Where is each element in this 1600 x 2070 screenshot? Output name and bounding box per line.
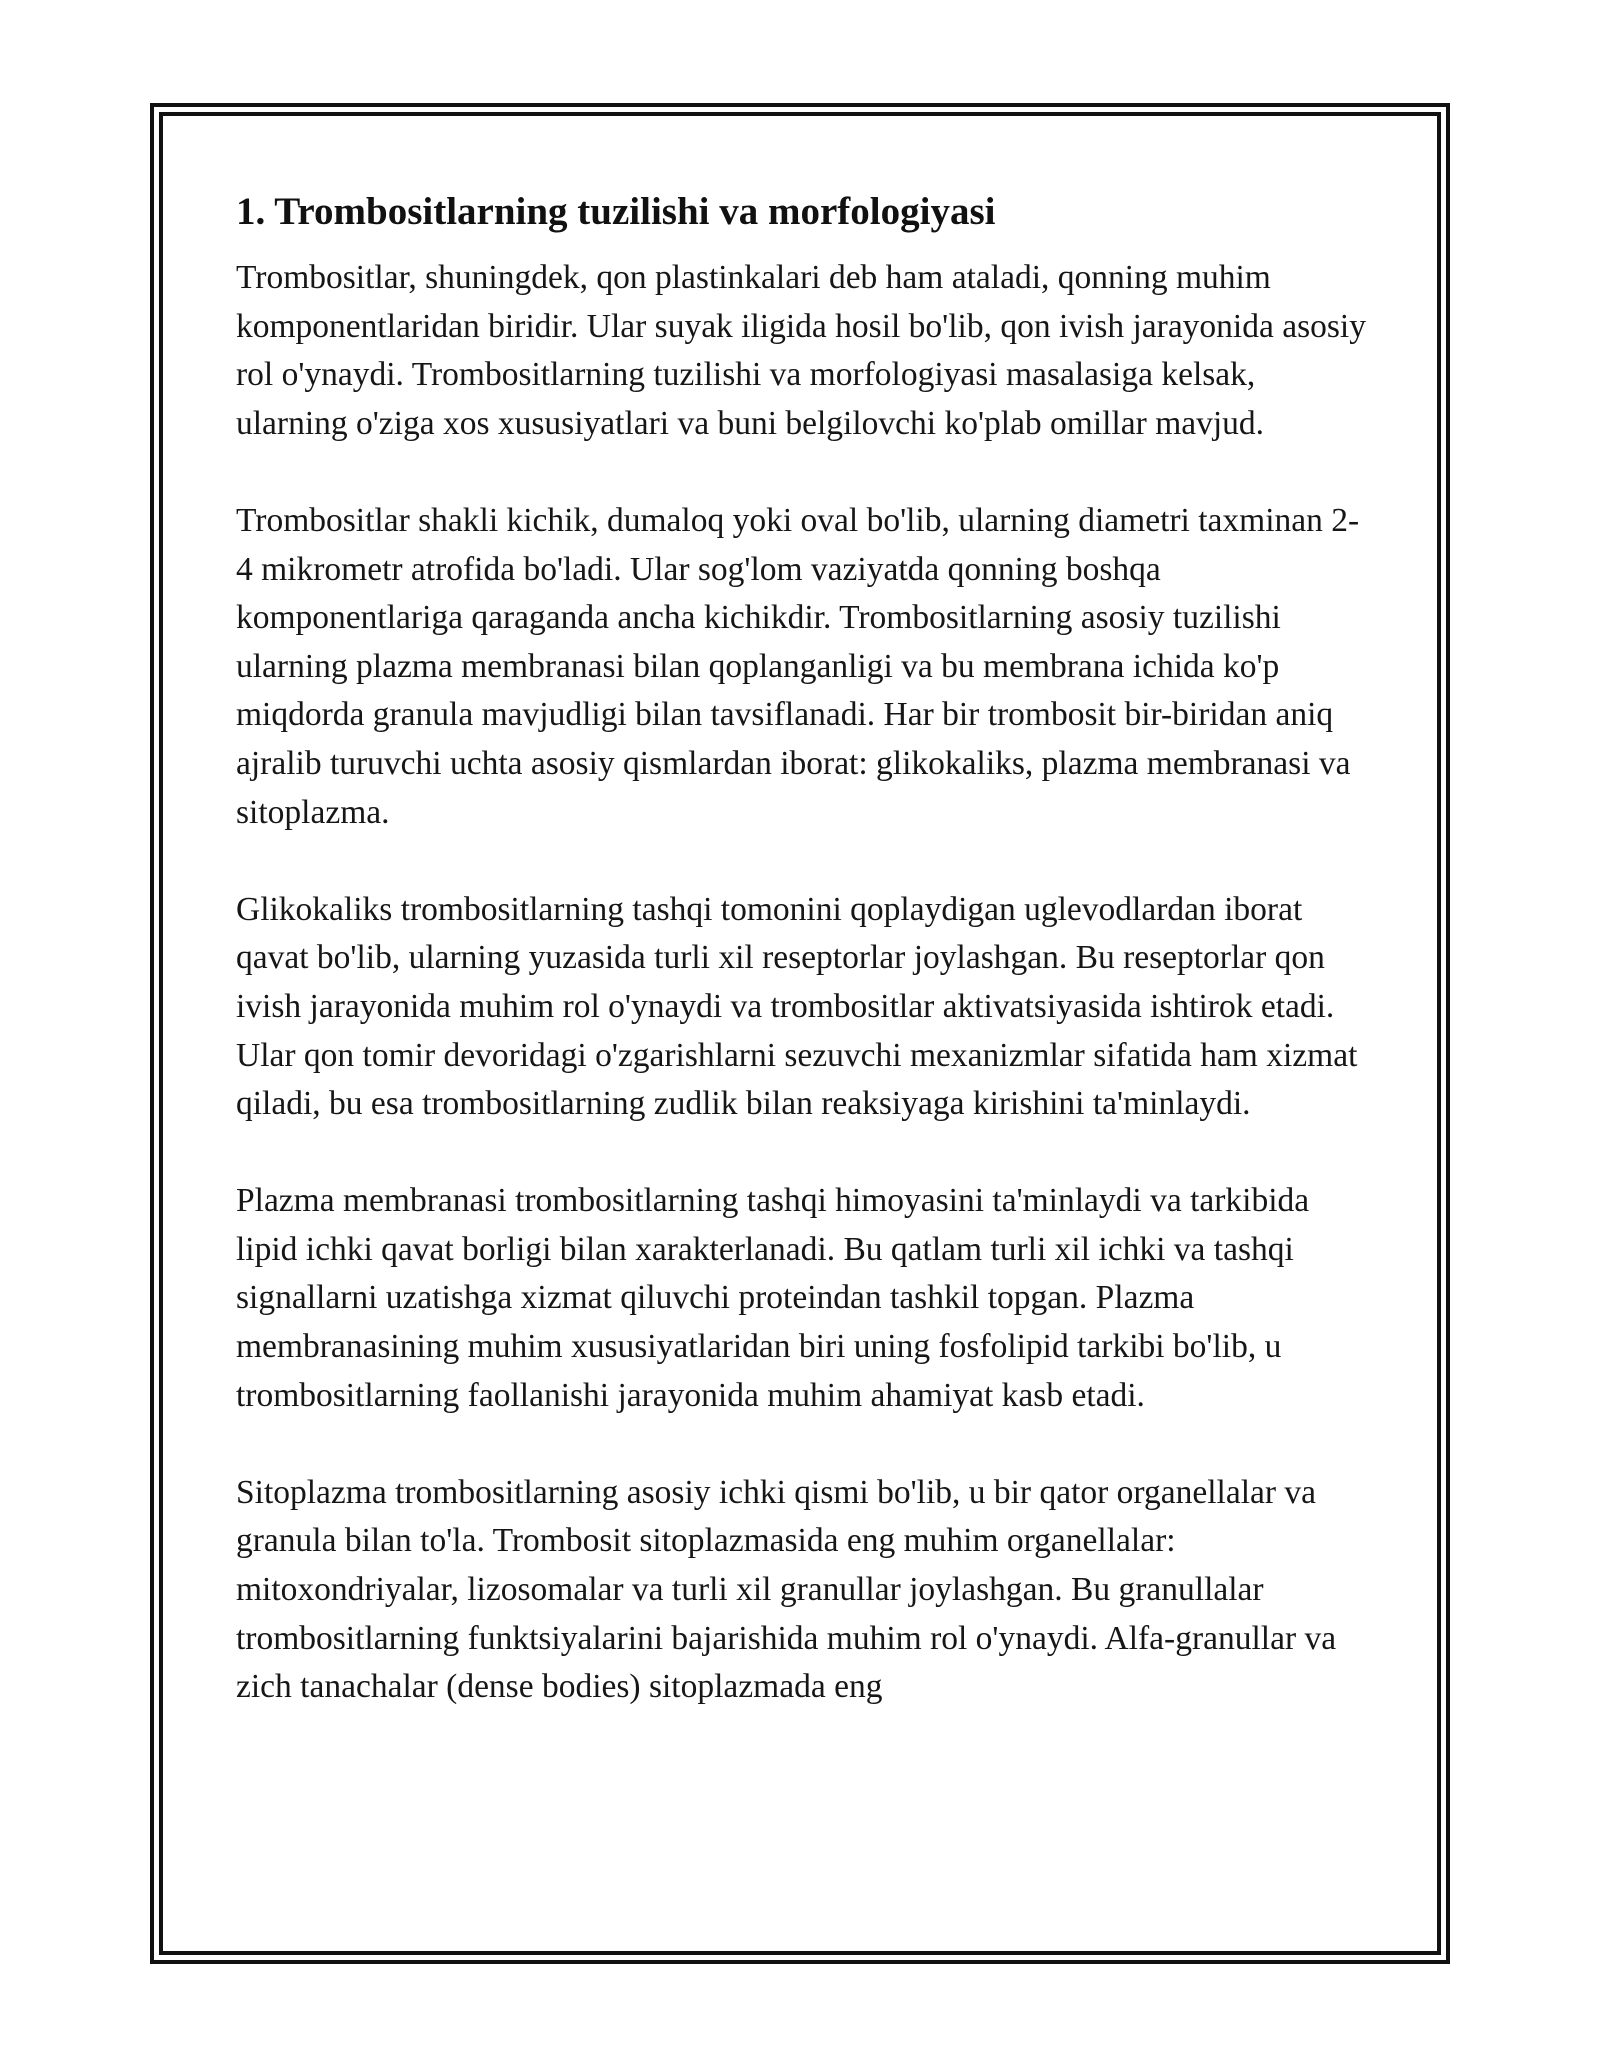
paragraph-intro: Trombositlar, shuningdek, qon plastinkalari deb ham ataladi, qonning muhim komponentlaridan biridir. Ular suyak iligida hosil bo'lib, qon ivish jarayonida asosiy rol o'ynaydi. Trombositlarning tuzilishi va morfologiyasi masalasiga kelsak, ularning o'ziga xos xususiyatlari va buni belgilovchi ko'plab omillar mavjud. — [236, 259, 1366, 442]
document-body — [236, 188, 1366, 1760]
paragraph-glycocalyx: Glikokaliks trombositlarning tashqi tomonini qoplaydigan uglevodlardan iborat qavat bo'lib, ularning yuzasida turli xil reseptorlar joylashgan. Bu reseptorlar qon ivish jarayonida muhim rol o'ynaydi va trombositlar aktivatsiyasida ishtirok etadi. Ular qon tomir devoridagi o'zgarishlarni sezuvchi mexanizmlar sifatida ham xizmat qiladi, bu esa trombositlarning zudlik bilan reaksiyaga kirishini ta'minlaydi. — [236, 890, 1358, 1123]
section-heading: 1. Trombositlarning tuzilishi va morfologiyasi — [236, 190, 996, 233]
paragraph-shape: Trombositlar shakli kichik, dumaloq yoki oval bo'lib, ularning diametri taxminan 2-4 mikrometr atrofida bo'ladi. Ular sog'lom vaziyatda qonning boshqa komponentlariga qaraganda ancha kichikdir. Trombositlarning asosiy tuzilishi ularning plazma membranasi bilan qoplanganligi va bu membrana ichida ko'p miqdorda granula mavjudligi bilan tavsiflanadi. Har bir trombosit bir-biridan aniq ajralib turuvchi uchta asosiy qismlardan iborat: glikokaliks, plazma membranasi va sitoplazma. — [236, 501, 1360, 831]
paragraph-plasma-membrane: Plazma membranasi trombositlarning tashqi himoyasini ta'minlaydi va tarkibida lipid ichki qavat borligi bilan xarakterlanadi. Bu qatlam turli xil ichki va tashqi signallarni uzatishga xizmat qiluvchi proteindan tashkil topgan. Plazma membranasining muhim xususiyatlaridan biri uning fosfolipid tarkibi bo'lib, u trombositlarning faollanishi jarayonida muhim ahamiyat kasb etadi. — [236, 1182, 1310, 1414]
paragraph-cytoplasm: Sitoplazma trombositlarning asosiy ichki qismi bo'lib, u bir qator organellalar va granula bilan to'la. Trombosit sitoplazmasida eng muhim organellalar: mitoxondriyalar, lizosomalar va turli xil granullar joylashgan. Bu granullalar trombositlarning funktsiyalarini bajarishida muhim rol o'ynaydi. Alfa-granullar va zich tanachalar (dense bodies) sitoplazmada eng — [236, 1473, 1337, 1706]
